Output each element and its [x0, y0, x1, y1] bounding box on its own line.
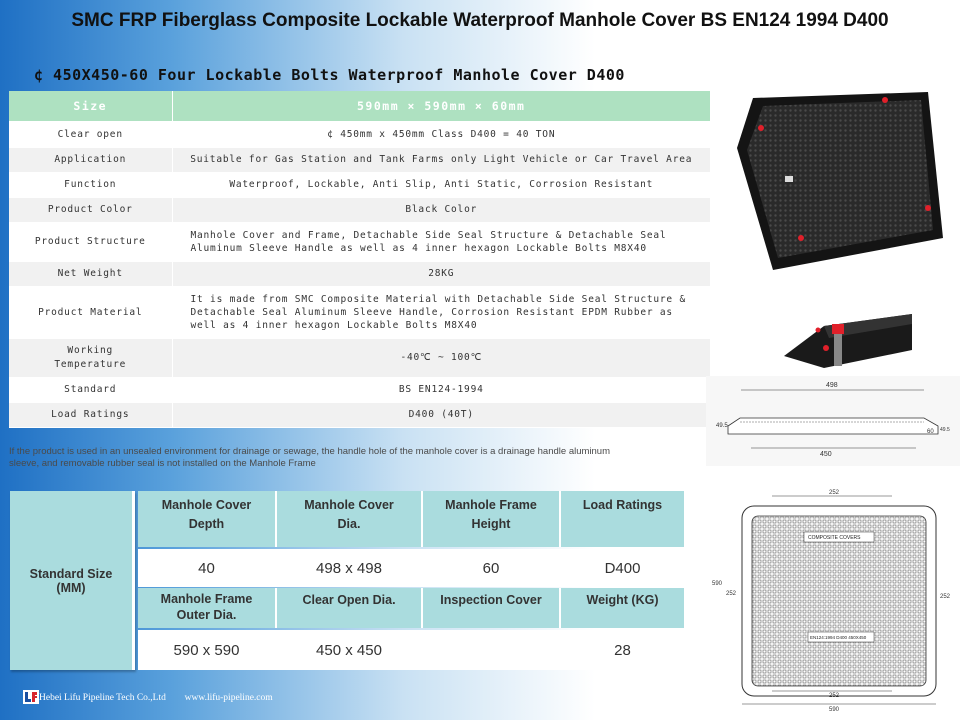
- spec-row: [9, 197, 711, 222]
- size-value-row-2: [138, 630, 684, 670]
- spec-row: [9, 222, 711, 261]
- spec-row-label: Net Weight: [9, 261, 172, 286]
- plan-bottom-label-a: 252: [829, 693, 840, 699]
- manhole-cover-photo: [733, 88, 945, 273]
- plan-stamp-bottom: EN124:1994 D400 450X450: [810, 635, 867, 640]
- spec-row-label: Product Color: [9, 197, 172, 222]
- lock-bolt-icon: [882, 97, 888, 103]
- size-header: Weight (KG): [561, 588, 684, 628]
- spec-row-value: Manhole Cover and Frame, Detachable Side Seal Structure & Detachable Seal Aluminum Sleeve Handle as well as 4 inner hexagon Lockable Bolts M8X40: [172, 222, 711, 261]
- spec-row-value: D400 (40T): [172, 402, 711, 427]
- size-value: 498 x 498: [277, 549, 423, 587]
- company-logo-icon: [23, 690, 39, 704]
- spec-table: [9, 91, 711, 428]
- size-value: 28: [561, 630, 684, 670]
- usage-note: If the product is used in an unsealed environment for drainage or sewage, the handle hole of the manhole cover is a drainage handle aluminum sleeve, and removable rubber seal is not installed on the Manhole Frame: [9, 446, 610, 469]
- lock-bolt-icon: [798, 235, 804, 241]
- plan-top-label: 252: [829, 490, 840, 496]
- spec-row-label: Clear open: [9, 121, 172, 147]
- spec-row-value: Waterproof, Lockable, Anti Slip, Anti Static, Corrosion Resistant: [172, 172, 711, 197]
- spec-row: [9, 172, 711, 197]
- section-right-label-a: 60: [927, 429, 934, 435]
- spec-row-label: Function: [9, 172, 172, 197]
- size-header: Manhole Frame Height: [423, 491, 561, 547]
- spec-header-label: Size: [9, 91, 172, 121]
- spec-row-value: 28KG: [172, 261, 711, 286]
- plan-bottom-label-b: 590: [829, 707, 840, 713]
- size-header: Manhole Frame Outer Dia.: [138, 588, 277, 628]
- spec-row: [9, 286, 711, 338]
- spec-row-label: Load Ratings: [9, 402, 172, 427]
- size-value: 450 x 450: [277, 630, 423, 670]
- handle-icon: [785, 176, 793, 182]
- page-subtitle: ¢ 450X450-60 Four Lockable Bolts Waterproof Manhole Cover D400: [34, 66, 625, 84]
- spec-row: [9, 147, 711, 172]
- spec-row-value: ¢ 450mm x 450mm Class D400 = 40 TON: [172, 121, 711, 147]
- page-title: SMC FRP Fiberglass Composite Lockable Waterproof Manhole Cover BS EN124 1994 D400: [71, 10, 889, 31]
- spec-row-value: Black Color: [172, 197, 711, 222]
- footer-website: www.lifu-pipeline.com: [184, 693, 273, 703]
- spec-row: [9, 261, 711, 286]
- footer-company: [39, 693, 273, 703]
- size-header-row-1: [138, 491, 684, 547]
- spec-header-value: 590mm × 590mm × 60mm: [172, 91, 711, 121]
- spec-row: [9, 121, 711, 147]
- spec-row-value: Suitable for Gas Station and Tank Farms only Light Vehicle or Car Travel Area: [172, 147, 711, 172]
- spec-row-label: Product Material: [9, 286, 172, 338]
- plan-view-drawing: [712, 484, 956, 714]
- size-header: Inspection Cover: [423, 588, 561, 628]
- bolt-icon: [834, 330, 842, 366]
- size-value: 40: [138, 549, 277, 587]
- size-header: Manhole Cover Dia.: [277, 491, 423, 547]
- standard-size-label-text: Standard Size (MM): [29, 566, 113, 595]
- section-bottom-label: 450: [820, 451, 832, 458]
- plan-stamp-top: COMPOSITE COVERS: [808, 535, 861, 541]
- spec-header-row: [9, 91, 711, 121]
- section-right-label-b: 49.5: [940, 427, 950, 433]
- plan-left-outer-label: 590: [712, 581, 723, 587]
- section-top-label: 498: [826, 382, 838, 389]
- standard-size-label: [10, 491, 135, 670]
- spec-row-label: Working Temperature: [9, 338, 172, 377]
- size-header: Manhole Cover Depth: [138, 491, 277, 547]
- seal-detail-photo: [784, 306, 914, 372]
- cross-section-drawing: [706, 376, 960, 466]
- spec-row-value: It is made from SMC Composite Material with Detachable Side Seal Structure & Detachable Seal Aluminum Sleeve Handle, Corrosion Resistant EPDM Rubber as well as 4 inner hexagon Lockable Bolts M8X40: [172, 286, 711, 338]
- spec-row-value: BS EN124-1994: [172, 377, 711, 402]
- lock-bolt-icon: [925, 205, 931, 211]
- size-value: 60: [423, 549, 561, 587]
- spec-row: [9, 377, 711, 402]
- size-value-row-1: [138, 549, 684, 587]
- plan-right-label: 252: [940, 594, 951, 600]
- size-header-row-2: [138, 588, 684, 628]
- section-left-label: 49.5: [716, 423, 728, 429]
- size-value: 590 x 590: [138, 630, 277, 670]
- spec-row-label: Product Structure: [9, 222, 172, 261]
- plan-left-inner-label: 252: [726, 591, 737, 597]
- size-value: D400: [561, 549, 684, 587]
- size-header: Clear Open Dia.: [277, 588, 423, 628]
- spec-row-value: -40℃ ~ 100℃: [172, 338, 711, 377]
- spec-row: [9, 402, 711, 427]
- size-value: [423, 630, 561, 670]
- spec-row: [9, 338, 711, 377]
- spec-row-label: Application: [9, 147, 172, 172]
- size-header: Load Ratings: [561, 491, 684, 547]
- lock-bolt-icon: [758, 125, 764, 131]
- footer-company-name: Hebei Lifu Pipeline Tech Co.,Ltd: [39, 693, 166, 703]
- spec-row-label: Standard: [9, 377, 172, 402]
